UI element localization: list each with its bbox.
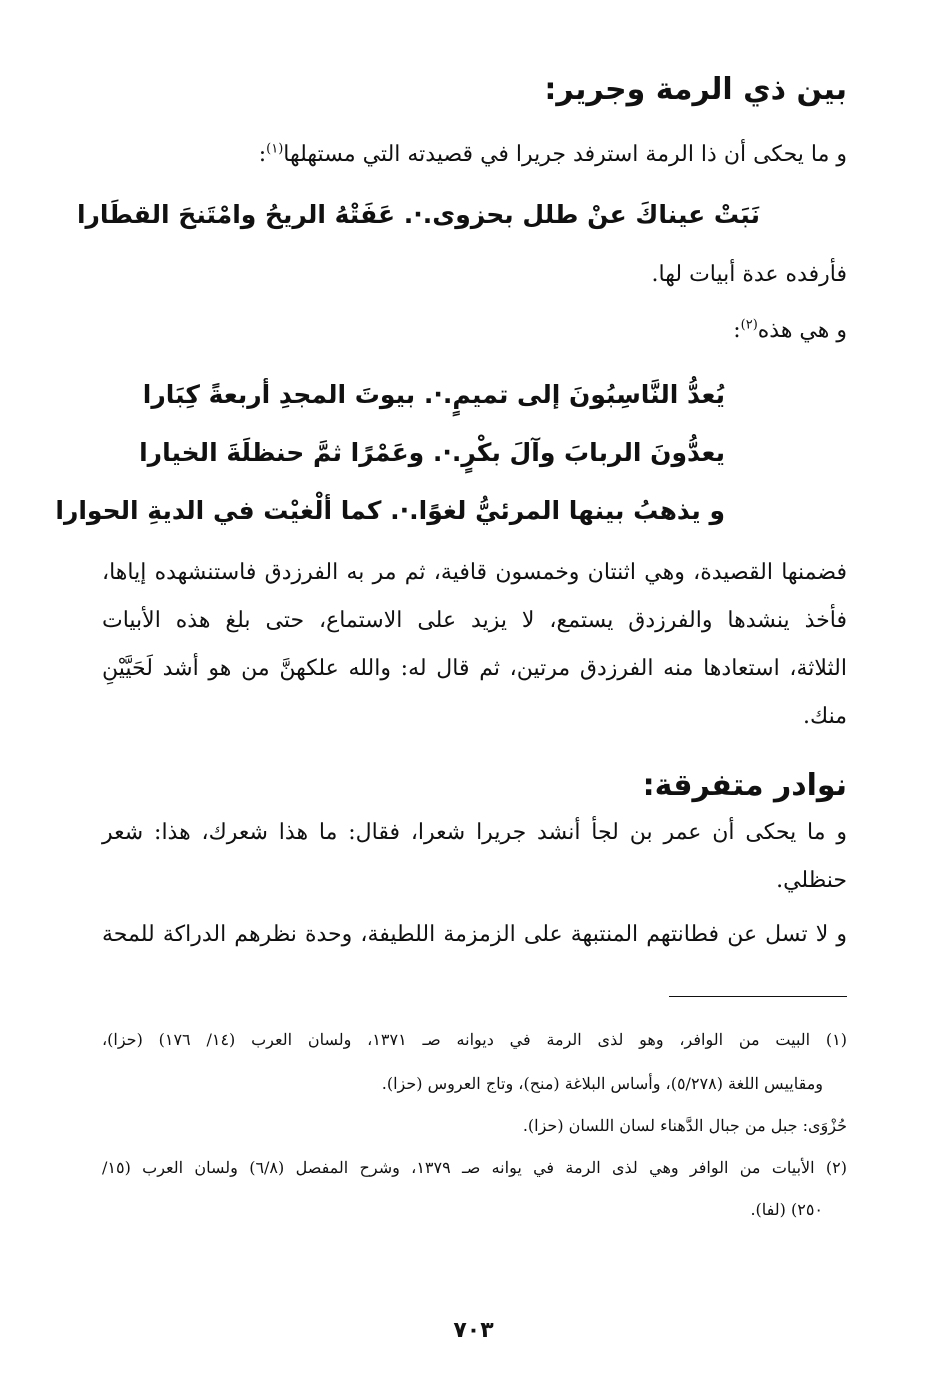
intro-text: و ما يحكى أن ذا الرمة استرفد جريرا في قصيدته التي مستهلها — [283, 142, 847, 167]
section-heading-miscellaneous-anecdotes: نوادر متفرقة: — [642, 768, 847, 803]
footnote-ref-1[interactable]: (١) — [266, 141, 284, 157]
anecdote-line-1: و ما يحكى أن عمر بن لجأ أنشد جريرا شعرا، فقال: ما هذا شعرك، هذا: شعر — [102, 820, 847, 845]
page-number: ٧٠٣ — [453, 1318, 494, 1343]
verse-2: يعدُّونَ الربابَ وآلَ بكْرٍ.·. وعَمْرًا ثمَّ حنظلَةَ الخيارا — [139, 438, 725, 467]
opening-verse: نَبَتْ عيناكَ عنْ طلل بحزوى.·. عَفَتْهُ الريحُ وامْتَنحَ القطَارا — [76, 200, 760, 229]
anecdote-line-2: حنظلي. — [776, 868, 847, 893]
paragraph-line-2: فأخذ ينشدها والفرزدق يستمع، لا يزيد على الاستماع، حتى بلغ هذه الأبيات — [102, 608, 847, 633]
line-after-verse: فأرفده عدة أبيات لها. — [651, 262, 847, 287]
paragraph-line-4: منك. — [803, 704, 847, 729]
paragraph-line-3: الثلاثة، استعادها منه الفرزدق مرتين، ثم قال له: والله علكهنَّ من هو أشد لَحَيَّيْنِ — [102, 656, 847, 681]
anecdote-line-3: و لا تسل عن فطانتهم المنتبهة على الزمزمة اللطيفة، وحدة نظرهم الدراكة للمحة — [102, 922, 847, 947]
verse-1: يُعدُّ النَّاسِبُونَ إلى تميمٍ.·. بيوتَ المجدِ أربعةً كِبَارا — [142, 380, 725, 409]
footnote-1-gloss: حُزْوَى: جبل من جبال الدَّهناء لسان اللسان (حزا). — [522, 1116, 847, 1135]
intro-colon: : — [258, 142, 267, 167]
footnote-2-line-2: ٢٥٠) (لفا). — [750, 1200, 823, 1219]
footnote-1-line-2: ومقاييس اللغة (٥/٢٧٨)، وأساس البلاغة (منح)، وتاج العروس (حزا). — [381, 1074, 823, 1093]
verse-3: و يذهبُ بينها المرئيُّ لغوًا.·. كما ألْغيْت في الديةِ الحوارا — [55, 496, 725, 525]
section-heading-dhu-al-rumma-jarir: بين ذي الرمة وجرير: — [544, 72, 847, 107]
footnote-2-line-1: (٢) الأبيات من الوافر وهي لذى الرمة في يوانه صـ ١٣٧٩، وشرح المفصل (٦/٨) ولسان العرب (١٥/ — [102, 1158, 848, 1177]
these-colon: : — [733, 318, 741, 343]
paragraph-line-1: فضمنها القصيدة، وهي اثنتان وخمسون قافية، ثم مر به الفرزدق فاستنشهده إياها، — [102, 560, 847, 585]
footnote-separator — [669, 996, 847, 997]
footnote-1-line-1: (١) البيت من الوافر، وهو لذى الرمة في ديوانه صـ ١٣٧١، ولسان العرب (١٤/ ١٧٦) (حزا)، — [102, 1030, 847, 1049]
intro-line — [259, 142, 847, 167]
footnote-ref-2[interactable]: (٢) — [740, 317, 758, 333]
line-these-verses — [733, 318, 847, 343]
these-text: و هي هذه — [757, 318, 847, 343]
